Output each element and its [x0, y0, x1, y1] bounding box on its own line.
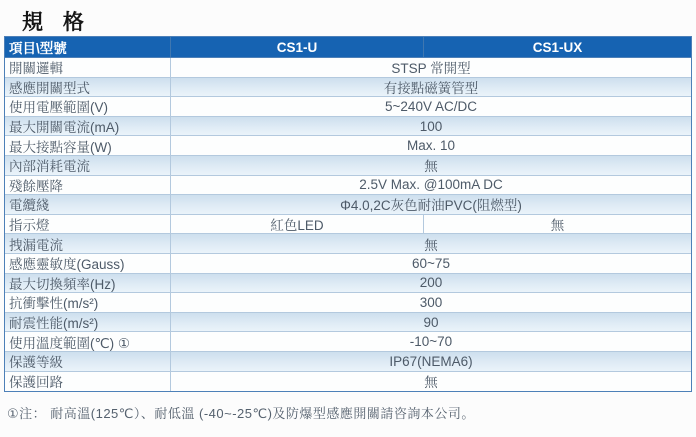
- table-row: [5, 136, 691, 156]
- row-value: 100: [419, 118, 443, 134]
- table-row: [5, 332, 691, 352]
- row-label: 抗衝擊性(m/s²): [5, 293, 171, 312]
- row-label: 耐震性能(m/s²): [5, 313, 171, 332]
- row-value: Max. 10: [406, 138, 456, 154]
- table-row: [5, 274, 691, 294]
- table-row: [5, 234, 691, 254]
- row-value: 60~75: [412, 255, 450, 271]
- header-item-model: 項目\型號: [5, 37, 171, 57]
- table-row: [5, 156, 691, 176]
- row-value: 200: [419, 275, 443, 291]
- row-value: 2.5V Max. @100mA DC: [359, 177, 503, 193]
- header-cs1-ux: CS1-UX: [532, 39, 583, 55]
- row-value: STSP 常開型: [391, 61, 471, 77]
- table-row: [5, 117, 691, 137]
- row-label: 內部消耗電流: [5, 156, 171, 175]
- table-row: [5, 313, 691, 333]
- row-label: 電纜綫: [5, 195, 171, 214]
- row-label: 拽漏電流: [5, 234, 171, 253]
- table-row: [5, 176, 691, 196]
- row-value: 無: [424, 159, 438, 175]
- table-row: [5, 58, 691, 78]
- value-cs1-ux: 無: [550, 218, 565, 234]
- row-label: 感應開關型式: [5, 78, 171, 97]
- row-label: 使用溫度範圍(℃) ①: [5, 332, 171, 351]
- row-label: 感應靈敏度(Gauss): [5, 254, 171, 273]
- value-cs1-u: 紅色LED: [171, 215, 424, 234]
- row-value: -10~70: [409, 334, 453, 350]
- row-value: 90: [423, 314, 439, 330]
- row-label: 殘餘壓降: [5, 176, 171, 195]
- row-value: 無: [424, 237, 438, 253]
- table-row: [5, 254, 691, 274]
- header-cs1-u: CS1-U: [171, 37, 424, 57]
- row-value: IP67(NEMA6): [389, 353, 473, 369]
- table-body: [5, 58, 691, 391]
- row-value: Φ4.0,2C灰色耐油PVC(阻燃型): [340, 198, 522, 214]
- spec-table: [4, 36, 692, 392]
- table-row: [5, 352, 691, 372]
- table-row: [5, 97, 691, 117]
- table-row: [5, 78, 691, 98]
- row-label: 最大接點容量(W): [5, 136, 171, 155]
- row-value: 5~240V AC/DC: [385, 98, 477, 114]
- table-row: [5, 372, 691, 392]
- row-label: 開關邏輯: [5, 58, 171, 77]
- row-label: 保護等級: [5, 352, 171, 371]
- table-row: [5, 293, 691, 313]
- table-row: [5, 215, 691, 235]
- table-row: [5, 195, 691, 215]
- row-value: 無: [424, 375, 438, 391]
- row-label: 指示燈: [5, 215, 171, 234]
- table-header-row: [5, 37, 691, 58]
- row-label: 最大切換頻率(Hz): [5, 274, 171, 293]
- row-value: 300: [419, 294, 443, 310]
- row-label: 使用電壓範圍(V): [5, 97, 171, 116]
- footnote: ①注： 耐高溫(125℃）、耐低溫 (-40~-25℃)及防爆型感應開關請咨詢本公司。: [7, 406, 475, 421]
- row-label: 保護回路: [5, 372, 171, 392]
- row-value: 有接點磁簧管型: [383, 80, 479, 96]
- page-title: 規 格: [22, 11, 91, 34]
- row-label: 最大開關電流(mA): [5, 117, 171, 136]
